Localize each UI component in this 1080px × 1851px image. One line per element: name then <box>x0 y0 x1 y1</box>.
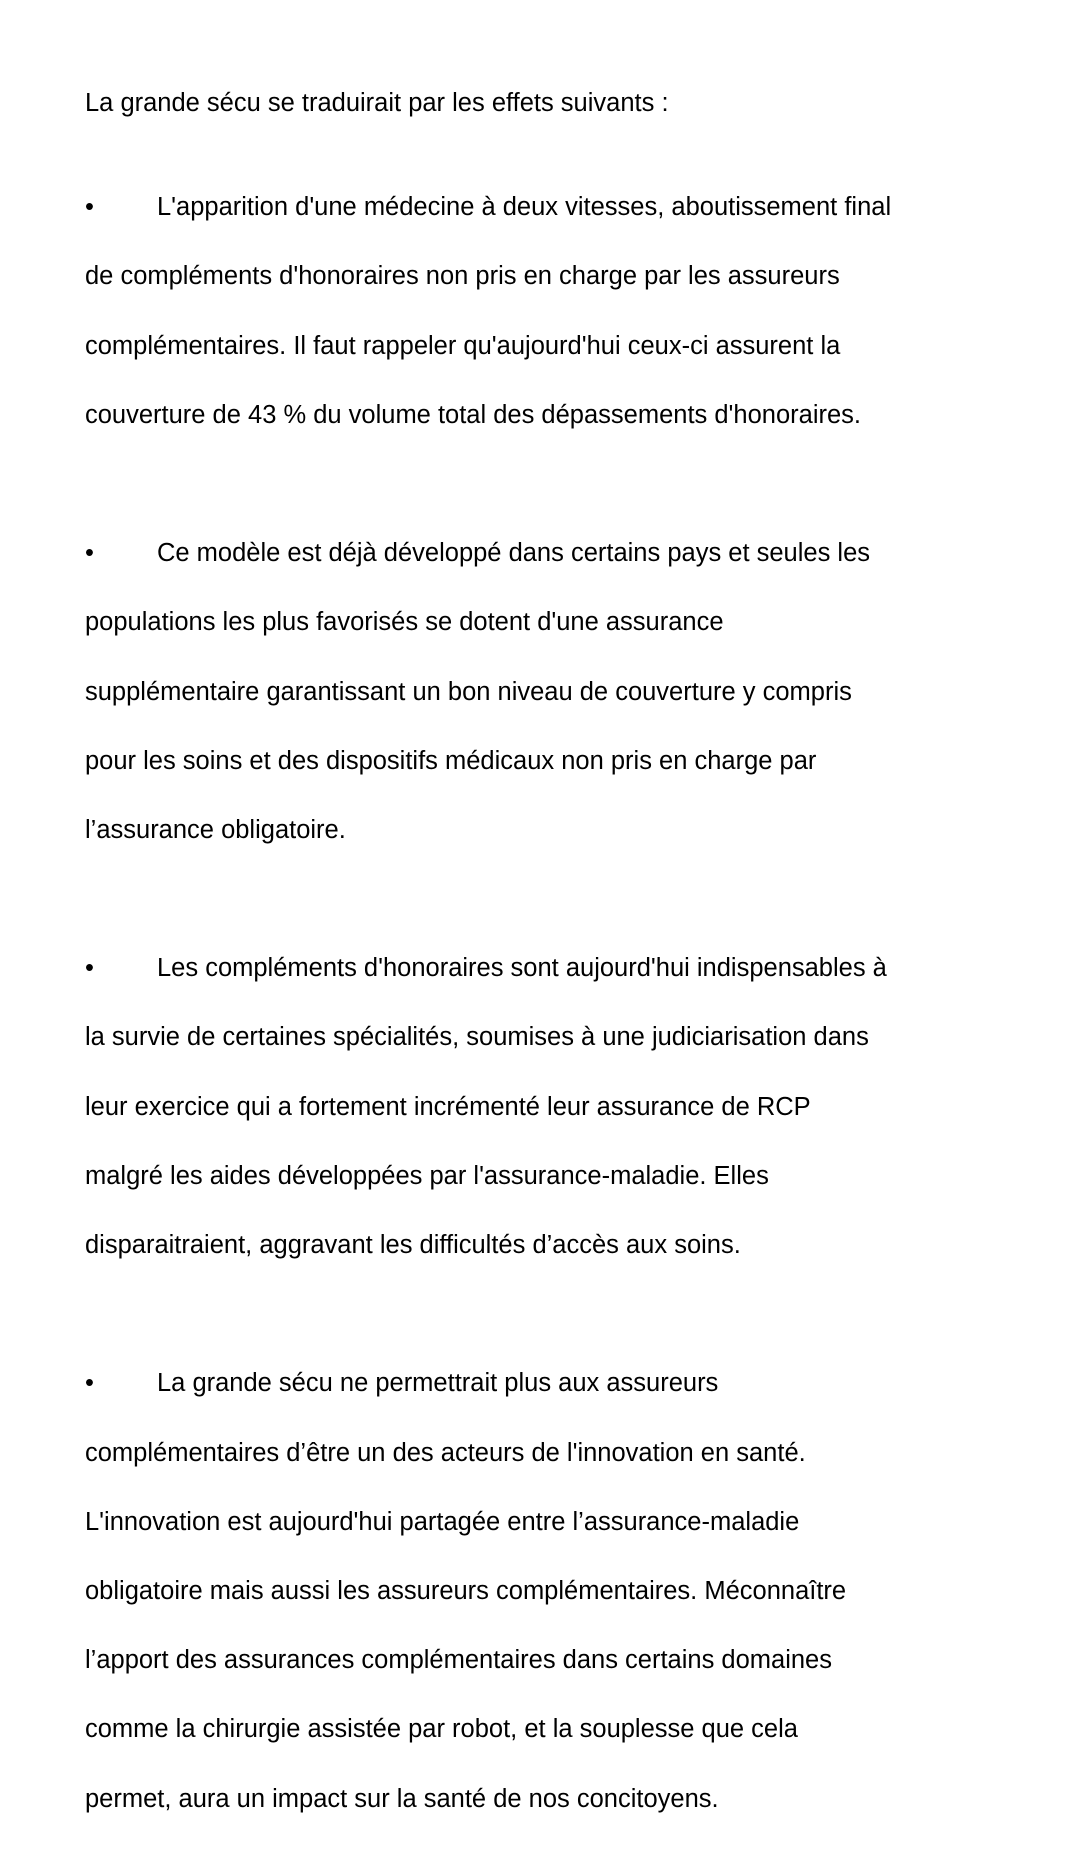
item-line: La grande sécu ne permettrait plus aux assureurs <box>157 1369 719 1398</box>
item-line: comme la chirurgie assistée par robot, et la souplesse que cela <box>85 1715 798 1744</box>
item-line: l’assurance obligatoire. <box>85 815 346 844</box>
item-line: supplémentaire garantissant un bon niveau de couverture y compris <box>85 677 852 706</box>
item-line: la survie de certaines spécialités, soumises à une judiciarisation dans <box>85 1023 869 1052</box>
item-line: complémentaires. Il faut rappeler qu'aujourd'hui ceux-ci assurent la <box>85 331 841 360</box>
bullet-item-1 <box>85 156 1005 467</box>
item-line: Les compléments d'honoraires sont aujourd'hui indispensables à <box>157 954 887 983</box>
item-line: complémentaires d’être un des acteurs de l'innovation en santé. <box>85 1438 806 1467</box>
bullet-icon: • <box>85 954 94 983</box>
bullet-icon: • <box>85 193 94 222</box>
item-line: L'innovation est aujourd'hui partagée entre l’assurance-maladie <box>85 1507 800 1536</box>
bullet-icon: • <box>85 1369 94 1398</box>
item-line: permet, aura un impact sur la santé de nos concitoyens. <box>85 1784 719 1813</box>
item-line: populations les plus favorisés se dotent d'une assurance <box>85 608 724 637</box>
item-line: l’apport des assurances complémentaires dans certains domaines <box>85 1646 832 1675</box>
item-line: de compléments d'honoraires non pris en charge par les assureurs <box>85 262 840 291</box>
bullet-item-4 <box>85 1332 1005 1851</box>
item-line: couverture de 43 % du volume total des dépassements d'honoraires. <box>85 400 861 429</box>
bullet-item-3 <box>85 917 1005 1298</box>
document-body <box>85 86 1005 1851</box>
item-line: Ce modèle est déjà développé dans certains pays et seules les <box>157 539 871 568</box>
item-line: malgré les aides développées par l'assurance-maladie. Elles <box>85 1161 769 1190</box>
item-line: L'apparition d'une médecine à deux vitesses, aboutissement final <box>157 193 892 222</box>
item-line: disparaitraient, aggravant les difficultés d’accès aux soins. <box>85 1231 741 1259</box>
intro-paragraph: La grande sécu se traduirait par les effets suivants : <box>85 89 669 117</box>
item-line: leur exercice qui a fortement incrémenté leur assurance de RCP <box>85 1092 811 1121</box>
item-line: obligatoire mais aussi les assureurs complémentaires. Méconnaître <box>85 1576 847 1605</box>
bullet-item-2 <box>85 502 1005 883</box>
item-line: pour les soins et des dispositifs médicaux non pris en charge par <box>85 746 817 775</box>
bullet-icon: • <box>85 539 94 568</box>
